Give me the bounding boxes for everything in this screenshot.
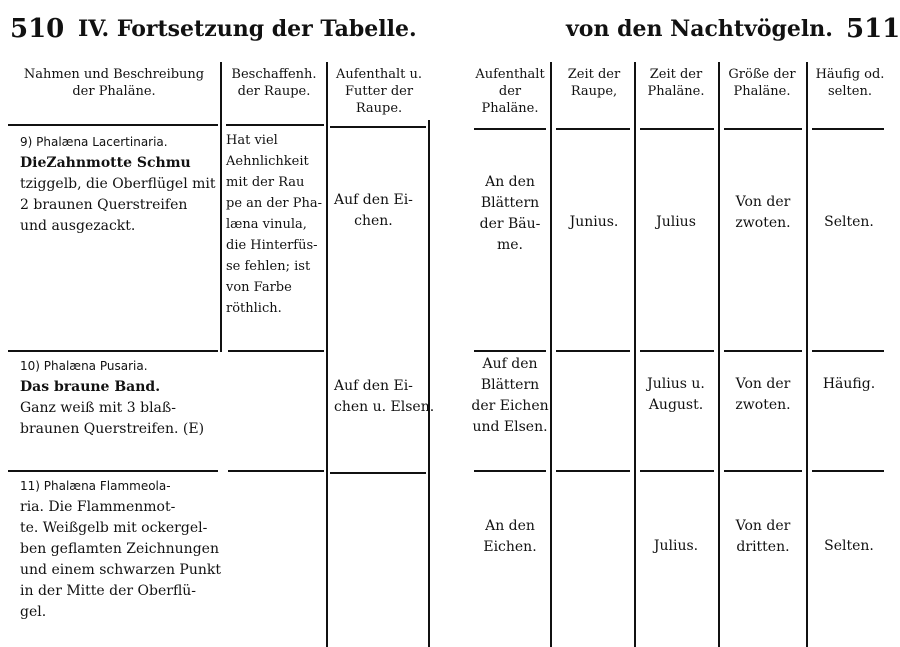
table-row-9-zeit-raupe: Junius.: [569, 214, 619, 230]
row-rule: [474, 350, 546, 352]
right-page-heading: von den Nachtvögeln.: [566, 16, 833, 42]
table-row-9-description: 9) Phalæna Lacertinaria. DieZahnmotte Schmu tziggelb, die Oberflügel mit 2 braunen Querstreifen und ausgezackt.: [20, 135, 216, 234]
column-header-haeufig: Häufig od. selten.: [815, 67, 885, 99]
column-rule: [220, 62, 222, 352]
table-row-9-groesse: Von der zwoten.: [735, 194, 791, 231]
table-row-9-haeufig: Selten.: [824, 214, 874, 230]
row-rule: [724, 350, 802, 352]
table-row-11-aufenthalt: An den Eichen.: [483, 518, 537, 555]
table-row-11-groesse: Von der dritten.: [735, 518, 791, 555]
column-header-zeit-phalaene: Zeit der Phaläne.: [647, 67, 705, 99]
header-rule: [330, 126, 426, 128]
row-rule: [330, 472, 426, 474]
header-rule: [8, 124, 218, 126]
table-row-11-haeufig: Selten.: [824, 538, 874, 554]
table-row-9-futter: Auf den Ei- chen.: [334, 192, 413, 229]
row-rule: [640, 470, 714, 472]
row-rule: [228, 350, 324, 352]
row-rule: [228, 470, 324, 472]
column-header-groesse: Größe der Phaläne.: [728, 67, 796, 99]
column-rule: [326, 62, 328, 647]
right-page-number: 511: [846, 14, 900, 44]
row-rule: [640, 350, 714, 352]
row-rule: [812, 350, 884, 352]
row-rule: [556, 470, 630, 472]
column-rule: [718, 62, 720, 647]
table-row-9-raupe: Hat viel Aehnlichkeit mit der Rau pe an der Pha- læna vinula, die Hinterfüs- se fehlen; ist von Farbe röthlich.: [226, 133, 323, 316]
column-rule: [634, 62, 636, 647]
row-rule: [474, 470, 546, 472]
table-row-10-haeufig: Häufig.: [822, 376, 876, 392]
column-header-name: Nahmen und Beschreibung der Phaläne.: [23, 67, 205, 99]
table-row-10-aufenthalt: Auf den Blättern der Eichen und Elsen.: [471, 356, 549, 435]
row-rule: [556, 350, 630, 352]
left-page-heading: IV. Fortsetzung der Tabelle.: [78, 16, 417, 42]
row-rule: [8, 470, 218, 472]
header-rule: [556, 128, 630, 130]
table-row-9-aufenthalt: An den Blättern der Bäu- me.: [479, 174, 541, 253]
table-row-10-description: 10) Phalæna Pusaria. Das braune Band. Ganz weiß mit 3 blaß- braunen Querstreifen. (E): [20, 359, 205, 437]
table-row-11-zeit-phalaene: Julius.: [653, 538, 699, 554]
row-rule: [8, 350, 218, 352]
row-rule: [724, 470, 802, 472]
table-row-9-zeit-phalaene: Julius: [656, 214, 696, 230]
table-row-10-groesse: Von der zwoten.: [735, 376, 791, 413]
column-header-futter: Aufenthalt u. Futter der Raupe.: [335, 67, 422, 116]
row-rule: [812, 470, 884, 472]
table-row-11-description: 11) Phalæna Flammeola- ria. Die Flammenmot- te. Weißgelb mit ockergel- ben geflamten Zeichnungen und einem schwarzen Punkt in der Mitte der Oberflü- gel.: [20, 479, 221, 620]
column-rule: [806, 62, 808, 647]
table-row-10-futter: Auf den Ei- chen u. Elsen.: [334, 378, 435, 415]
column-header-zeit-raupe: Zeit der Raupe,: [567, 67, 621, 99]
header-rule: [226, 124, 324, 126]
header-rule: [812, 128, 884, 130]
header-rule: [474, 128, 546, 130]
header-rule: [724, 128, 802, 130]
column-header-aufenthalt: Aufenthalt der Phaläne.: [475, 67, 545, 116]
left-page-number: 510: [10, 14, 65, 44]
table-row-10-zeit-phalaene: Julius u. August.: [647, 376, 705, 413]
header-rule: [640, 128, 714, 130]
column-header-raupe: Beschaffenh. der Raupe.: [231, 67, 317, 99]
